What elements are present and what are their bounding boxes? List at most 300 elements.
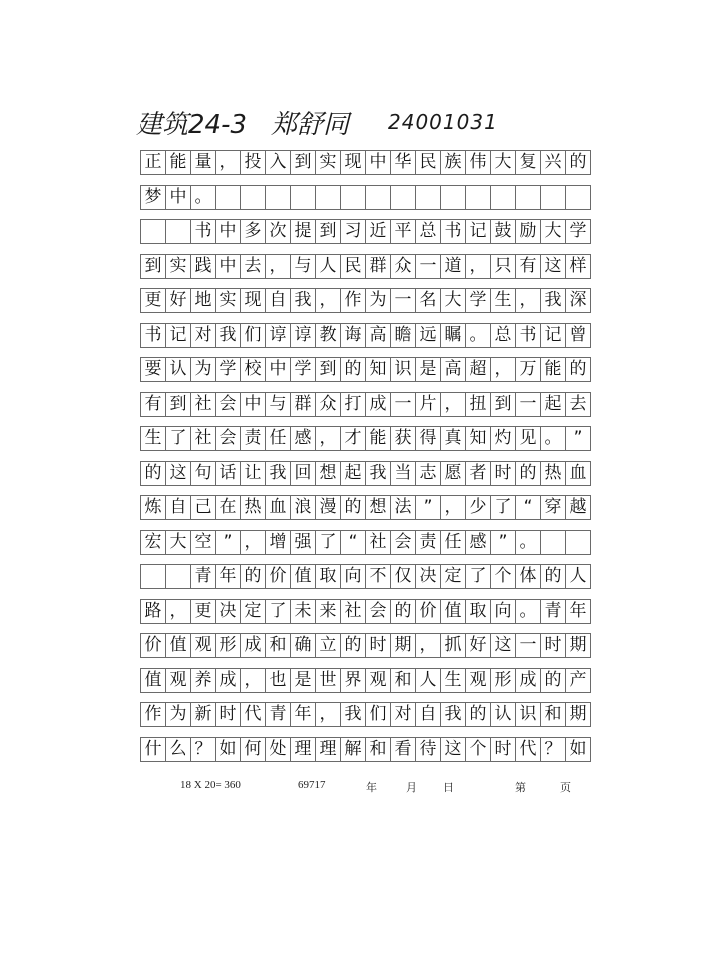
grid-cell: 民 [416,150,441,175]
grid-cell: 我 [541,288,566,313]
grid-cell: 们 [366,702,391,727]
grid-cell: 向 [491,599,516,624]
grid-cell: “ [516,495,541,520]
grid-cell: 我 [366,461,391,486]
grid-cell: 理 [316,737,341,762]
grid-cell: 形 [491,668,516,693]
grid-cell: 民 [341,254,366,279]
grid-cell: 会 [216,392,241,417]
grid-cell: 大 [491,150,516,175]
grid-cell: 与 [291,254,316,279]
grid-cell: 书 [516,323,541,348]
grid-cell: 为 [191,357,216,382]
grid-cell [241,185,266,210]
class-label: 建筑24-3 [136,110,248,140]
grid-cell: 个 [466,737,491,762]
grid-cell: 青 [191,564,216,589]
grid-cell: “ [341,530,366,555]
grid-cell: 值 [291,564,316,589]
grid-cell: ， [316,702,341,727]
grid-cell: 新 [191,702,216,727]
grid-cell: 复 [516,150,541,175]
grid-cell: 的 [516,461,541,486]
grid-cell: 个 [491,564,516,589]
grid-cell: 。 [466,323,491,348]
grid-cell: 什 [141,737,166,762]
grid-cell: 代 [516,737,541,762]
grid-cell: 到 [316,219,341,244]
grid-cell: 热 [541,461,566,486]
grid-cell: 兴 [541,150,566,175]
grid-cell: 养 [191,668,216,693]
grid-cell: 时 [491,461,516,486]
grid-cell: 我 [216,323,241,348]
grid-cell: 为 [366,288,391,313]
grid-cell: 形 [216,633,241,658]
grid-row [140,185,591,210]
grid-cell: 热 [241,495,266,520]
grid-cell: 远 [416,323,441,348]
grid-cell: 书 [141,323,166,348]
grid-cell: 定 [241,599,266,624]
grid-row [140,564,591,589]
grid-cell: 真 [441,426,466,451]
grid-cell: 认 [491,702,516,727]
grid-cell: 炼 [141,495,166,520]
grid-cell: 超 [466,357,491,382]
grid-cell: 句 [191,461,216,486]
grid-cell: ， [466,254,491,279]
grid-cell: 大 [441,288,466,313]
grid-cell: 人 [316,254,341,279]
student-name: 郑舒同 [271,110,350,140]
grid-cell: 的 [391,599,416,624]
grid-cell: 谆 [266,323,291,348]
grid-cell: 当 [391,461,416,486]
grid-cell: 的 [541,668,566,693]
grid-cell: ， [441,495,466,520]
grid-cell [441,185,466,210]
grid-cell: 中 [241,392,266,417]
grid-cell: ， [416,633,441,658]
grid-cell: 能 [366,426,391,451]
grid-cell: 地 [191,288,216,313]
grid-cell: 社 [191,392,216,417]
grid-cell: 让 [241,461,266,486]
grid-cell: 学 [216,357,241,382]
grid-cell: 的 [541,564,566,589]
grid-cell: 见 [516,426,541,451]
grid-cell: 观 [466,668,491,693]
manuscript-grid [140,150,590,770]
grid-cell: 了 [166,426,191,451]
grid-cell: 理 [291,737,316,762]
grid-cell: ， [216,150,241,175]
grid-row [140,357,591,382]
grid-cell: 价 [266,564,291,589]
grid-cell: 这 [541,254,566,279]
grid-cell: 鼓 [491,219,516,244]
grid-cell: 增 [266,530,291,555]
grid-cell: 知 [466,426,491,451]
grid-cell: 一 [391,288,416,313]
grid-cell: 的 [341,495,366,520]
grid-cell: 记 [466,219,491,244]
grid-cell: 浪 [291,495,316,520]
grid-cell: 一 [391,392,416,417]
grid-cell: 立 [316,633,341,658]
grid-cell: 会 [366,599,391,624]
grid-cell: 瞻 [391,323,416,348]
grid-row [140,288,591,313]
grid-row [140,219,591,244]
grid-cell [266,185,291,210]
grid-row [140,254,591,279]
grid-cell: 社 [191,426,216,451]
grid-cell: 我 [266,461,291,486]
grid-cell: 多 [241,219,266,244]
grid-cell: 近 [366,219,391,244]
grid-cell: ， [316,426,341,451]
grid-cell: 学 [566,219,591,244]
grid-cell: 次 [266,219,291,244]
grid-cell: 到 [141,254,166,279]
student-id: 24001031 [388,110,498,134]
grid-cell: 未 [291,599,316,624]
grid-cell: 现 [341,150,366,175]
grid-cell: 成 [216,668,241,693]
grid-cell: 感 [466,530,491,555]
grid-row [140,495,591,520]
grid-cell: 了 [266,599,291,624]
paper-code: 69717 [298,779,326,791]
grid-cell: 的 [566,150,591,175]
grid-cell: 学 [466,288,491,313]
grid-cell: 起 [341,461,366,486]
grid-cell: ， [266,254,291,279]
grid-cell: 穿 [541,495,566,520]
grid-cell: 对 [191,323,216,348]
grid-cell: 志 [416,461,441,486]
grid-cell: 么 [166,737,191,762]
grid-cell: 灼 [491,426,516,451]
grid-cell [166,219,191,244]
grid-cell: 的 [341,633,366,658]
grid-cell: 这 [166,461,191,486]
grid-cell: 扭 [466,392,491,417]
grid-cell: 谆 [291,323,316,348]
grid-cell: 了 [466,564,491,589]
grid-cell: ， [241,668,266,693]
grid-cell: 回 [291,461,316,486]
grid-cell: 群 [366,254,391,279]
grid-cell: 自 [266,288,291,313]
grid-cell: 要 [141,357,166,382]
grid-cell: 人 [416,668,441,693]
grid-cell: 名 [416,288,441,313]
grid-cell: 代 [241,702,266,727]
grid-cell: 能 [541,357,566,382]
grid-cell: 的 [141,461,166,486]
grid-cell: 时 [541,633,566,658]
grid-cell: 感 [291,426,316,451]
grid-cell: 话 [216,461,241,486]
grid-cell: 定 [441,564,466,589]
grid-cell [366,185,391,210]
grid-row [140,599,591,624]
grid-cell: 践 [191,254,216,279]
grid-cell: 愿 [441,461,466,486]
grid-cell: 现 [241,288,266,313]
grid-cell: 与 [266,392,291,417]
grid-cell: 华 [391,150,416,175]
grid-cell [566,185,591,210]
header [136,104,606,148]
grid-cell: 到 [291,150,316,175]
grid-cell: 价 [416,599,441,624]
grid-cell: 只 [491,254,516,279]
grid-cell: 片 [416,392,441,417]
grid-cell: 诲 [341,323,366,348]
grid-cell: 抓 [441,633,466,658]
grid-cell: 如 [566,737,591,762]
grid-row [140,633,591,658]
grid-cell: 高 [441,357,466,382]
grid-cell [141,219,166,244]
grid-cell: 瞩 [441,323,466,348]
grid-cell: 到 [491,392,516,417]
day-label: 日 [443,782,454,794]
grid-cell: 励 [516,219,541,244]
grid-cell [341,185,366,210]
grid-cell: 是 [291,668,316,693]
grid-cell: 观 [191,633,216,658]
grid-cell: 时 [366,633,391,658]
grid-cell: 中 [166,185,191,210]
grid-cell: 的 [241,564,266,589]
grid-cell: 有 [141,392,166,417]
grid-cell: 得 [416,426,441,451]
grid-cell: 道 [441,254,466,279]
grid-cell: 法 [391,495,416,520]
grid-cell: 入 [266,150,291,175]
grid-cell [166,564,191,589]
grid-cell: 确 [291,633,316,658]
grid-cell: ” [416,495,441,520]
grid-cell: ” [566,426,591,451]
grid-cell: 会 [391,530,416,555]
grid-cell: 习 [341,219,366,244]
grid-cell: 样 [566,254,591,279]
grid-cell: 大 [541,219,566,244]
grid-cell: 仅 [391,564,416,589]
grid-cell: 路 [141,599,166,624]
grid-cell: 青 [266,702,291,727]
grid-cell: 识 [391,357,416,382]
grid-cell: 界 [341,668,366,693]
grid-cell: 有 [516,254,541,279]
grid-cell: 处 [266,737,291,762]
grid-cell [491,185,516,210]
grid-cell: 打 [341,392,366,417]
grid-cell [391,185,416,210]
grid-cell: 的 [341,357,366,382]
grid-cell: 。 [191,185,216,210]
grid-cell: 待 [416,737,441,762]
grid-cell: 众 [391,254,416,279]
grid-cell: 为 [166,702,191,727]
grid-cell: 去 [566,392,591,417]
grid-cell: 记 [541,323,566,348]
grid-cell: 投 [241,150,266,175]
grid-cell: 社 [341,599,366,624]
grid-cell: ？ [541,737,566,762]
grid-cell: 这 [491,633,516,658]
grid-cell: 中 [266,357,291,382]
grid-cell: 如 [216,737,241,762]
grid-cell: ， [441,392,466,417]
grid-cell: 去 [241,254,266,279]
grid-cell [566,530,591,555]
grid-cell: 取 [466,599,491,624]
grid-cell: 何 [241,737,266,762]
grid-cell: 高 [366,323,391,348]
grid-cell: ？ [191,737,216,762]
grid-cell: 。 [516,530,541,555]
grid-cell: 提 [291,219,316,244]
grid-cell [541,185,566,210]
grid-cell: ， [491,357,516,382]
grid-cell: 书 [441,219,466,244]
grid-cell: 更 [141,288,166,313]
grid-cell: 这 [441,737,466,762]
grid-cell: 实 [316,150,341,175]
grid-cell: 值 [166,633,191,658]
grid-cell: 知 [366,357,391,382]
grid-cell: 生 [141,426,166,451]
grid-cell: 责 [416,530,441,555]
grid-cell: 群 [291,392,316,417]
grid-cell: 作 [341,288,366,313]
grid-cell [291,185,316,210]
grid-row [140,668,591,693]
grid-row [140,392,591,417]
grid-cell [216,185,241,210]
grid-cell: 宏 [141,530,166,555]
grid-cell: 人 [566,564,591,589]
grid-cell [141,564,166,589]
grid-cell: 总 [416,219,441,244]
grid-cell: 也 [266,668,291,693]
grid-cell: 深 [566,288,591,313]
grid-cell: 观 [166,668,191,693]
page-number-prefix: 第 [515,782,526,794]
grid-cell: ， [166,599,191,624]
grid-cell: 到 [166,392,191,417]
grid-cell: 任 [441,530,466,555]
grid-row [140,426,591,451]
grid-cell: ， [516,288,541,313]
grid-cell: 己 [191,495,216,520]
grid-cell: 获 [391,426,416,451]
grid-cell: 成 [366,392,391,417]
grid-cell: 生 [441,668,466,693]
grid-cell: 了 [491,495,516,520]
grid-cell: 责 [241,426,266,451]
grid-cell: 体 [516,564,541,589]
grid-cell [541,530,566,555]
grid-cell: 血 [266,495,291,520]
grid-cell: 年 [291,702,316,727]
grid-cell: 平 [391,219,416,244]
grid-cell: 作 [141,702,166,727]
grid-row [140,150,591,175]
grid-cell: 和 [266,633,291,658]
grid-cell: 解 [341,737,366,762]
grid-cell: 曾 [566,323,591,348]
grid-cell: 到 [316,357,341,382]
grid-cell: 年 [216,564,241,589]
grid-spec: 18 X 20= 360 [180,779,241,791]
grid-cell: 一 [416,254,441,279]
grid-cell: 决 [216,599,241,624]
grid-cell: 越 [566,495,591,520]
grid-cell [316,185,341,210]
grid-cell: 学 [291,357,316,382]
grid-cell: 少 [466,495,491,520]
grid-cell: 识 [516,702,541,727]
month-label: 月 [406,782,417,794]
grid-cell: 量 [191,150,216,175]
grid-cell: 空 [191,530,216,555]
grid-row [140,737,591,762]
grid-cell: 值 [141,668,166,693]
grid-row [140,702,591,727]
grid-cell: 看 [391,737,416,762]
grid-cell: 期 [391,633,416,658]
grid-cell: ” [491,530,516,555]
grid-cell: 好 [466,633,491,658]
grid-cell: 期 [566,633,591,658]
grid-cell: 才 [341,426,366,451]
grid-cell: 向 [341,564,366,589]
grid-cell: 起 [541,392,566,417]
grid-cell: 实 [166,254,191,279]
grid-cell: 大 [166,530,191,555]
grid-cell [416,185,441,210]
grid-cell: 中 [216,219,241,244]
grid-cell: 伟 [466,150,491,175]
grid-cell: 在 [216,495,241,520]
grid-cell: 能 [166,150,191,175]
grid-cell: 时 [491,737,516,762]
grid-row [140,323,591,348]
grid-cell: 年 [566,599,591,624]
grid-cell: 一 [516,392,541,417]
grid-cell: 校 [241,357,266,382]
grid-cell: 者 [466,461,491,486]
grid-cell: 强 [291,530,316,555]
grid-cell: 。 [516,599,541,624]
grid-cell: 了 [316,530,341,555]
grid-cell: 是 [416,357,441,382]
grid-cell: 漫 [316,495,341,520]
grid-cell: 世 [316,668,341,693]
grid-cell: 血 [566,461,591,486]
grid-cell: 更 [191,599,216,624]
grid-cell: 值 [441,599,466,624]
grid-cell: 的 [566,357,591,382]
